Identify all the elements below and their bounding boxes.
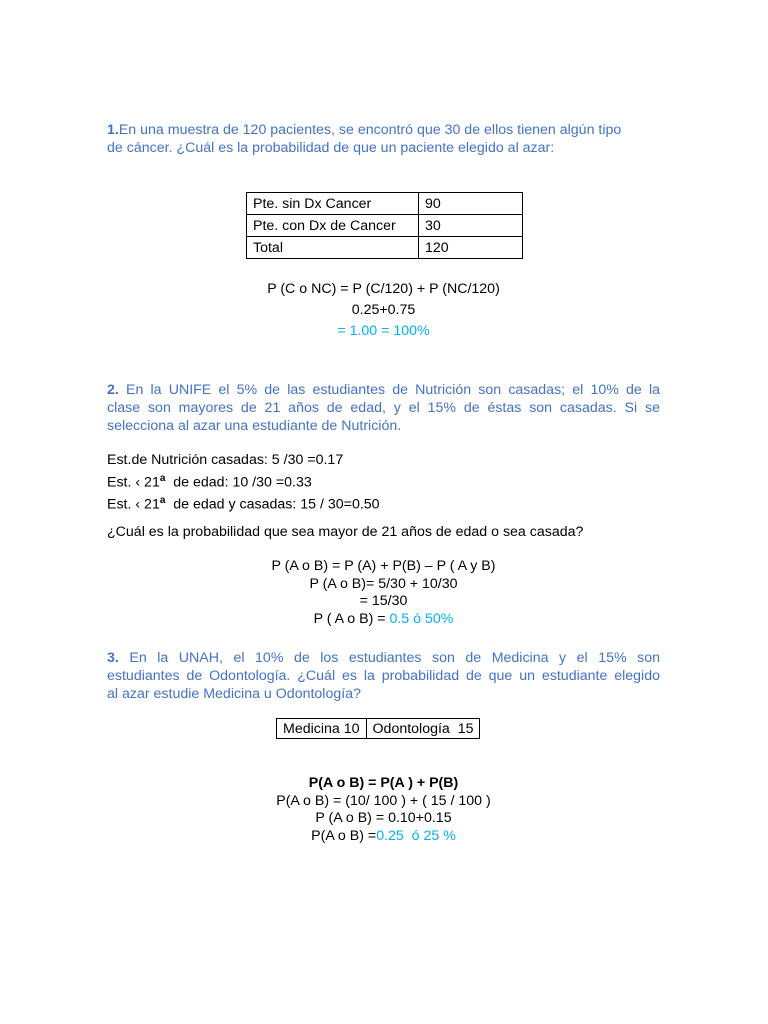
table-cell: Total	[247, 237, 419, 259]
q2-question: ¿Cuál es la probabilidad que sea mayor de 21 años de edad o sea casada?	[107, 524, 584, 540]
table-cell: 30	[419, 215, 523, 237]
table-cell: 120	[419, 237, 523, 259]
q2-eq1: P (A o B) = P (A) + P(B) – P ( A y B)	[271, 558, 496, 574]
q2-calc1: Est.de Nutrición casadas: 5 /30 =0.17	[107, 452, 344, 468]
q1-line1: En una muestra de 120 pacientes, se encontró que 30 de ellos tienen algún tipo	[118, 122, 622, 138]
q1-eq3: = 1.00 = 100%	[337, 323, 430, 339]
q3-statement	[107, 649, 660, 703]
q3-line2: estudiantes de Odontología. ¿Cuál es la probabilidad de que un estudiante elegido	[107, 668, 660, 684]
q2-calc3-pre: Est. ‹ 21	[107, 496, 160, 513]
q2-eq4-pre: P ( A o B) =	[313, 611, 390, 628]
q2-calc2-sup: a	[159, 472, 166, 484]
q1-number: 1.	[107, 122, 119, 138]
q3-number: 3.	[107, 650, 119, 666]
q3-eq4	[107, 828, 660, 846]
q2-line1: En la UNIFE el 5% de las estudiantes de Nutrición son casadas; el 10% de la	[118, 382, 660, 398]
q2-line2: clase son mayores de 21 años de edad, y el 15% de éstas son casadas. Si se	[107, 400, 660, 416]
q3-solution	[107, 775, 660, 846]
table-cell: 90	[419, 193, 523, 215]
q2-line3: selecciona al azar una estudiante de Nutrición.	[107, 418, 402, 434]
q3-eq1: P(A o B) = P(A ) + P(B)	[308, 775, 459, 791]
q2-eq4-answer: 0.5 ó 50%	[389, 611, 454, 628]
q2-statement	[107, 381, 660, 435]
q2-calc3	[107, 492, 660, 514]
q2-eq4	[107, 611, 660, 629]
table-row	[277, 719, 480, 739]
q1-statement	[107, 121, 660, 157]
q1-eq1: P (C o NC) = P (C/120) + P (NC/120)	[267, 281, 500, 297]
q3-eq4-answer: 0.25 ó 25 %	[376, 828, 456, 845]
q1-eq2: 0.25+0.75	[351, 302, 416, 318]
q3-table	[276, 718, 480, 739]
table-cell: Medicina 10	[277, 719, 367, 739]
q2-calculations	[107, 452, 660, 514]
q3-line1: En la UNAH, el 10% de los estudiantes son de Medicina y el 15% son	[118, 650, 660, 666]
table-row	[247, 215, 523, 237]
q3-eq4-pre: P(A o B) =	[311, 828, 377, 845]
q2-eq2: P (A o B)= 5/30 + 10/30	[309, 575, 458, 592]
q2-eq3: = 15/30	[359, 593, 408, 610]
q3-eq3: P (A o B) = 0.10+0.15	[315, 810, 452, 827]
q2-calc2-post: de edad: 10 /30 =0.33	[165, 474, 312, 491]
table-cell: Odontología 15	[366, 719, 480, 739]
q3-eq2: P(A o B) = (10/ 100 ) + ( 15 / 100 )	[276, 792, 491, 809]
table-row	[247, 237, 523, 259]
q2-calc2	[107, 470, 660, 492]
table-cell: Pte. con Dx de Cancer	[247, 215, 419, 237]
q3-line3: al azar estudie Medicina u Odontología?	[107, 686, 361, 702]
q2-number: 2.	[107, 382, 119, 398]
q2-calc3-sup: a	[159, 494, 166, 506]
table-cell: Pte. sin Dx Cancer	[247, 193, 419, 215]
q2-solution	[107, 558, 660, 629]
q1-table	[246, 192, 523, 259]
q2-calc3-post: de edad y casadas: 15 / 30=0.50	[165, 496, 380, 513]
table-row	[247, 193, 523, 215]
q1-solution	[107, 279, 660, 342]
q2-calc2-pre: Est. ‹ 21	[107, 474, 160, 491]
q1-line2: de cáncer. ¿Cuál es la probabilidad de que un paciente elegido al azar:	[107, 140, 555, 156]
